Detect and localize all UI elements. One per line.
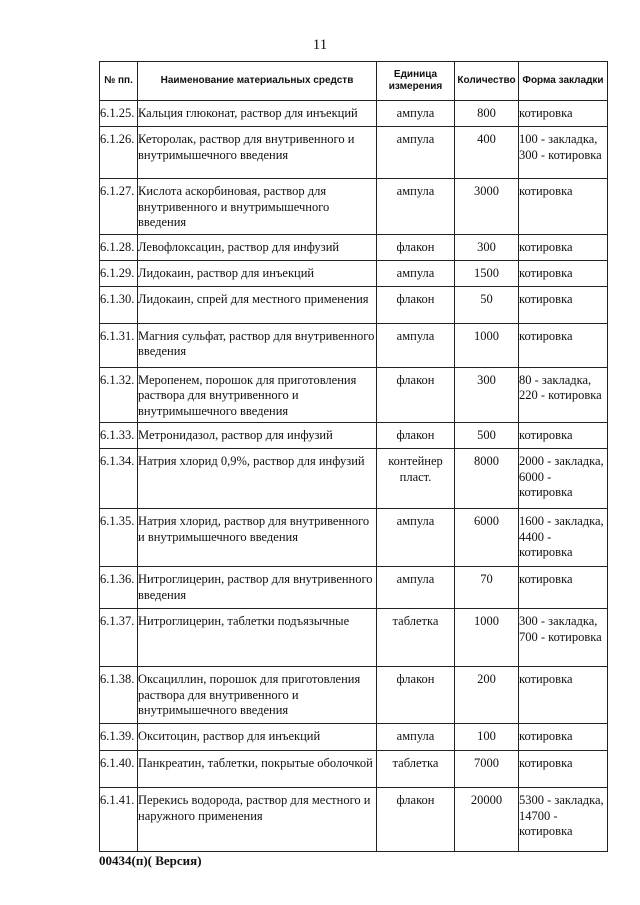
procurement-form-cell: 100 - закладка, 300 - котировка: [519, 127, 608, 179]
document-footer: 00434(п)( Версия): [99, 853, 202, 868]
unit-of-measure-cell: ампула: [377, 260, 455, 286]
procurement-form-cell: котировка: [519, 179, 608, 235]
unit-of-measure-cell: флакон: [377, 667, 455, 724]
procurement-form-cell: котировка: [519, 234, 608, 260]
quantity-cell: 500: [455, 423, 519, 449]
procurement-form-cell: 300 - закладка, 700 - котировка: [519, 609, 608, 667]
row-number-cell: 6.1.34.: [100, 449, 138, 509]
table-row: [100, 234, 608, 260]
row-number-cell: 6.1.37.: [100, 609, 138, 667]
row-number-cell: 6.1.28.: [100, 234, 138, 260]
item-name-cell: Натрия хлорид, раствор для внутривенного и внутримышечного введения: [138, 509, 377, 567]
table-row: [100, 449, 608, 509]
item-name-cell: Нитроглицерин, таблетки подъязычные: [138, 609, 377, 667]
unit-of-measure-cell: флакон: [377, 286, 455, 323]
row-number-cell: 6.1.39.: [100, 724, 138, 751]
unit-of-measure-cell: таблетка: [377, 609, 455, 667]
table-row: [100, 788, 608, 852]
table-row: [100, 751, 608, 788]
quantity-cell: 400: [455, 127, 519, 179]
header-name: Наименование материальных средств: [138, 62, 377, 101]
item-name-cell: Натрия хлорид 0,9%, раствор для инфузий: [138, 449, 377, 509]
table-row: [100, 567, 608, 609]
item-name-cell: Перекись водорода, раствор для местного и наружного применения: [138, 788, 377, 852]
unit-of-measure-cell: ампула: [377, 509, 455, 567]
item-name-cell: Кальция глюконат, раствор для инъекций: [138, 101, 377, 127]
procurement-form-cell: котировка: [519, 260, 608, 286]
quantity-cell: 200: [455, 667, 519, 724]
unit-of-measure-cell: ампула: [377, 724, 455, 751]
item-name-cell: Кеторолак, раствор для внутривенного и внутримышечного введения: [138, 127, 377, 179]
quantity-cell: 6000: [455, 509, 519, 567]
unit-of-measure-cell: флакон: [377, 367, 455, 423]
row-number-cell: 6.1.41.: [100, 788, 138, 852]
item-name-cell: Нитроглицерин, раствор для внутривенного введения: [138, 567, 377, 609]
item-name-cell: Магния сульфат, раствор для внутривенного введения: [138, 323, 377, 367]
procurement-form-cell: котировка: [519, 423, 608, 449]
quantity-cell: 8000: [455, 449, 519, 509]
quantity-cell: 100: [455, 724, 519, 751]
unit-of-measure-cell: таблетка: [377, 751, 455, 788]
item-name-cell: Оксациллин, порошок для приготовления раствора для внутривенного и внутримышечного введения: [138, 667, 377, 724]
header-unit: Единица измерения: [377, 62, 455, 101]
table-header-row: [100, 62, 608, 101]
quantity-cell: 70: [455, 567, 519, 609]
unit-of-measure-cell: ампула: [377, 179, 455, 235]
procurement-form-cell: 2000 - закладка, 6000 - котировка: [519, 449, 608, 509]
item-name-cell: Левофлоксацин, раствор для инфузий: [138, 234, 377, 260]
procurement-form-cell: 80 - закладка, 220 - котировка: [519, 367, 608, 423]
row-number-cell: 6.1.35.: [100, 509, 138, 567]
item-name-cell: Окситоцин, раствор для инъекций: [138, 724, 377, 751]
page-number: 11: [312, 37, 328, 53]
unit-of-measure-cell: флакон: [377, 788, 455, 852]
materials-table: [99, 61, 608, 852]
table-row: [100, 101, 608, 127]
quantity-cell: 300: [455, 234, 519, 260]
table-row: [100, 609, 608, 667]
row-number-cell: 6.1.33.: [100, 423, 138, 449]
quantity-cell: 300: [455, 367, 519, 423]
table-row: [100, 260, 608, 286]
unit-of-measure-cell: ампула: [377, 101, 455, 127]
procurement-form-cell: котировка: [519, 751, 608, 788]
quantity-cell: 1000: [455, 323, 519, 367]
procurement-form-cell: котировка: [519, 724, 608, 751]
item-name-cell: Панкреатин, таблетки, покрытые оболочкой: [138, 751, 377, 788]
unit-of-measure-cell: ампула: [377, 567, 455, 609]
procurement-form-cell: 1600 - закладка, 4400 - котировка: [519, 509, 608, 567]
quantity-cell: 1500: [455, 260, 519, 286]
header-form: Форма закладки: [519, 62, 608, 101]
row-number-cell: 6.1.32.: [100, 367, 138, 423]
row-number-cell: 6.1.26.: [100, 127, 138, 179]
table-row: [100, 286, 608, 323]
row-number-cell: 6.1.40.: [100, 751, 138, 788]
table-row: [100, 127, 608, 179]
unit-of-measure-cell: контейнер пласт.: [377, 449, 455, 509]
row-number-cell: 6.1.27.: [100, 179, 138, 235]
procurement-form-cell: котировка: [519, 667, 608, 724]
procurement-form-cell: котировка: [519, 323, 608, 367]
item-name-cell: Кислота аскорбиновая, раствор для внутривенного и внутримышечного введения: [138, 179, 377, 235]
row-number-cell: 6.1.30.: [100, 286, 138, 323]
unit-of-measure-cell: ампула: [377, 323, 455, 367]
row-number-cell: 6.1.29.: [100, 260, 138, 286]
item-name-cell: Меропенем, порошок для приготовления раствора для внутривенного и внутримышечного введения: [138, 367, 377, 423]
procurement-form-cell: котировка: [519, 286, 608, 323]
item-name-cell: Лидокаин, раствор для инъекций: [138, 260, 377, 286]
procurement-form-cell: 5300 - закладка, 14700 - котировка: [519, 788, 608, 852]
header-num: № пп.: [100, 62, 138, 101]
table-row: [100, 367, 608, 423]
table-row: [100, 179, 608, 235]
row-number-cell: 6.1.36.: [100, 567, 138, 609]
table-row: [100, 509, 608, 567]
item-name-cell: Метронидазол, раствор для инфузий: [138, 423, 377, 449]
quantity-cell: 800: [455, 101, 519, 127]
unit-of-measure-cell: флакон: [377, 234, 455, 260]
procurement-form-cell: котировка: [519, 101, 608, 127]
table-row: [100, 667, 608, 724]
row-number-cell: 6.1.38.: [100, 667, 138, 724]
quantity-cell: 3000: [455, 179, 519, 235]
table-row: [100, 323, 608, 367]
item-name-cell: Лидокаин, спрей для местного применения: [138, 286, 377, 323]
table-row: [100, 724, 608, 751]
row-number-cell: 6.1.25.: [100, 101, 138, 127]
row-number-cell: 6.1.31.: [100, 323, 138, 367]
table-row: [100, 423, 608, 449]
unit-of-measure-cell: флакон: [377, 423, 455, 449]
unit-of-measure-cell: ампула: [377, 127, 455, 179]
header-qty: Количество: [455, 62, 519, 101]
quantity-cell: 7000: [455, 751, 519, 788]
quantity-cell: 50: [455, 286, 519, 323]
quantity-cell: 20000: [455, 788, 519, 852]
quantity-cell: 1000: [455, 609, 519, 667]
procurement-form-cell: котировка: [519, 567, 608, 609]
